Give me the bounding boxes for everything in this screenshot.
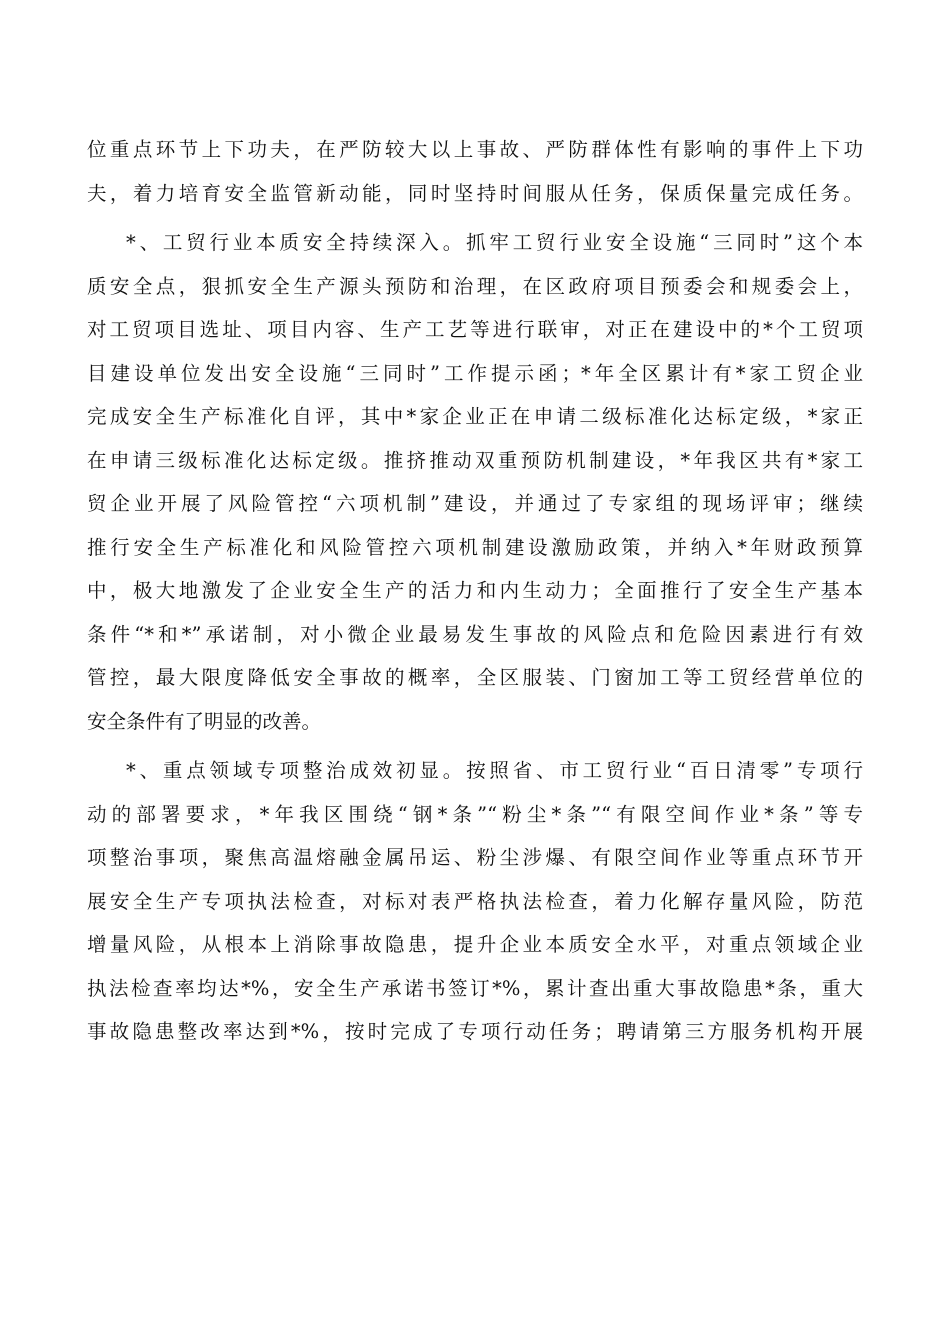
text-line: 推行安全生产标准化和风险管控六项机制建设激励政策，并纳入*年财政预算 bbox=[87, 535, 863, 559]
text-line: 条件“*和*”承诺制，对小微企业最易发生事故的风险点和危险因素进行有效 bbox=[87, 622, 863, 646]
text-line: *、工贸行业本质安全持续深入。抓牢工贸行业安全设施“三同时”这个本 bbox=[126, 231, 863, 254]
text-line: *、重点领域专项整治成效初显。按照省、市工贸行业“百日清零”专项行 bbox=[126, 759, 863, 782]
text-line: 项整治事项，聚焦高温熔融金属吊运、粉尘涉爆、有限空间作业等重点环节开 bbox=[87, 846, 863, 869]
paragraph-2 bbox=[87, 221, 863, 743]
text-line: 对工贸项目选址、项目内容、生产工艺等进行联审，对正在建设中的*个工贸项 bbox=[87, 318, 863, 341]
text-line: 完成安全生产标准化自评，其中*家企业正在申请二级标准化达标定级，*家正 bbox=[87, 405, 863, 428]
text-line: 执法检查率均达*%，安全生产承诺书签订*%，累计查出重大事故隐患*条，重大 bbox=[87, 976, 863, 1000]
text-line: 位重点环节上下功夫，在严防较大以上事故、严防群体性有影响的事件上下功 bbox=[87, 138, 863, 161]
text-line: 安全条件有了明显的改善。 bbox=[87, 709, 322, 733]
text-line: 中，极大地激发了企业安全生产的活力和内生动力；全面推行了安全生产基本 bbox=[87, 579, 863, 602]
text-line: 管控，最大限度降低安全事故的概率，全区服装、门窗加工等工贸经营单位的 bbox=[87, 666, 863, 689]
text-line: 增量风险，从根本上消除事故隐患，提升企业本质安全水平，对重点领域企业 bbox=[87, 933, 863, 956]
text-line: 在申请三级标准化达标定级。推挤推动双重预防机制建设，*年我区共有*家工 bbox=[87, 448, 863, 472]
text-line: 目建设单位发出安全设施“三同时”工作提示函；*年全区累计有*家工贸企业 bbox=[87, 361, 863, 385]
paragraph-1 bbox=[87, 128, 863, 215]
text-line: 事故隐患整改率达到*%，按时完成了专项行动任务；聘请第三方服务机构开展 bbox=[87, 1020, 863, 1043]
document-body bbox=[87, 128, 863, 1054]
text-line: 展安全生产专项执法检查，对标对表严格执法检查，着力化解存量风险，防范 bbox=[87, 889, 863, 913]
paragraph-3 bbox=[87, 749, 863, 1054]
text-line: 动的部署要求，*年我区围绕“钢*条”“粉尘*条”“有限空间作业*条”等专 bbox=[87, 802, 863, 826]
text-line: 夫，着力培育安全监管新动能，同时坚持时间服从任务，保质保量完成任务。 bbox=[87, 181, 863, 205]
text-line: 贸企业开展了风险管控“六项机制”建设，并通过了专家组的现场评审；继续 bbox=[87, 492, 863, 515]
text-line: 质安全点，狠抓安全生产源头预防和治理，在区政府项目预委会和规委会上， bbox=[87, 274, 863, 298]
